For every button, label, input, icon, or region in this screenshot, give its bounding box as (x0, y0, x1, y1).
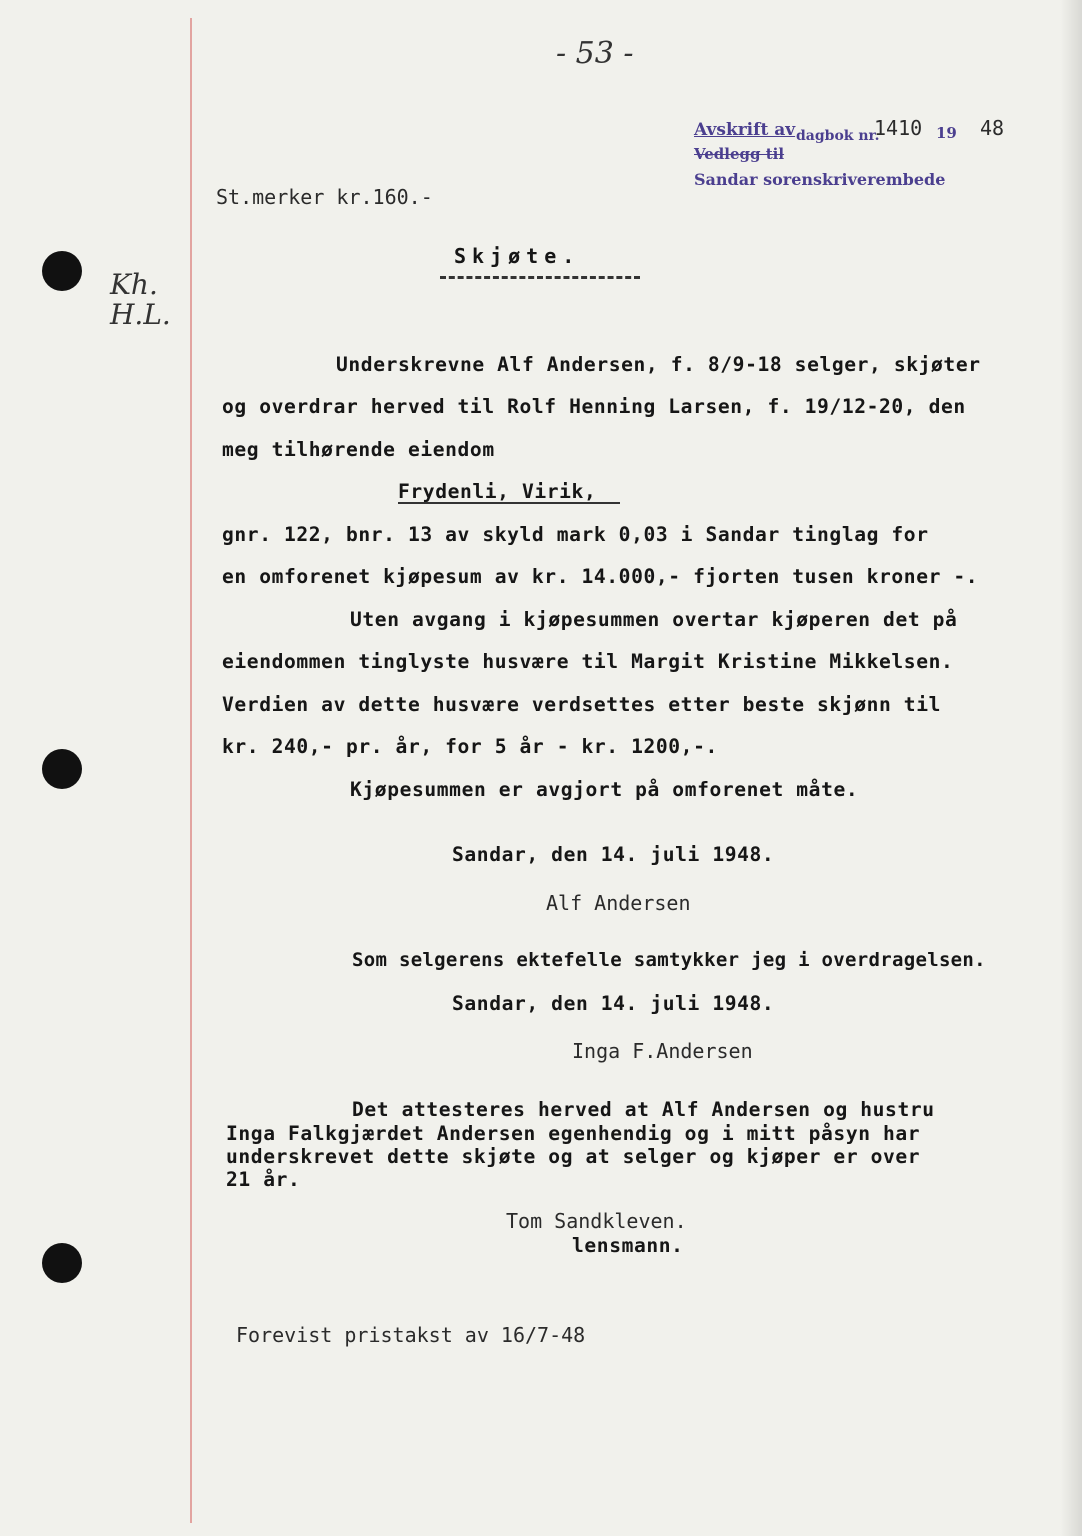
journal-year: 48 (980, 116, 1005, 140)
witness-title: lensmann. (572, 1234, 684, 1257)
attestation-line: Inga Falkgjærdet Andersen egenhendig og i mitt påsyn har (226, 1122, 921, 1145)
witness-name: Tom Sandkleven. (506, 1209, 687, 1233)
handwritten-initials: Kh. H.L. (110, 268, 171, 331)
body-line: kr. 240,- pr. år, for 5 år - kr. 1200,-. (222, 735, 718, 758)
page-number: - 53 - (556, 36, 634, 71)
spouse-consent: Som selgerens ektefelle samtykker jeg i overdragelsen. (352, 949, 986, 971)
body-line: og overdrar herved til Rolf Henning Larsen, f. 19/12-20, den (222, 395, 966, 418)
body-line: Uten avgang i kjøpesummen overtar kjøperen det på (350, 608, 958, 631)
stamp-journal-label: dagbok nr. (796, 128, 880, 144)
body-line: eiendommen tinglyste husvære til Margit Kristine Mikkelsen. (222, 650, 954, 673)
body-line: gnr. 122, bnr. 13 av skyld mark 0,03 i Sandar tinglag for (222, 523, 929, 546)
stamp-copy-label: Avskrift av (694, 120, 796, 140)
property-name: Frydenli, Virik, (398, 480, 597, 503)
punch-hole (42, 749, 82, 789)
footer-note: Forevist pristakst av 16/7-48 (236, 1323, 586, 1347)
stamp-attachment-label: Vedlegg til (694, 145, 785, 163)
body-line: meg tilhørende eiendom (222, 438, 495, 461)
title-underline (440, 276, 640, 279)
body-line: Kjøpesummen er avgjort på omforenet måte. (350, 778, 859, 801)
attestation-line: 21 år. (226, 1168, 301, 1191)
stamp-year-prefix: 19 (936, 124, 957, 142)
body-line: Underskrevne Alf Andersen, f. 8/9-18 selger, skjøter (336, 353, 981, 376)
margin-rule (190, 18, 192, 1523)
signing-date: Sandar, den 14. juli 1948. (452, 843, 775, 866)
journal-number: 1410 (874, 116, 923, 140)
punch-hole (42, 1243, 82, 1283)
consent-date: Sandar, den 14. juli 1948. (452, 992, 775, 1015)
punch-hole (42, 251, 82, 291)
spouse-signature: Inga F.Andersen (572, 1039, 753, 1063)
stamp-duty-note: St.merker kr.160.- (216, 185, 433, 209)
stamp-office-name: Sandar sorenskriverembede (694, 170, 946, 189)
document-title: Skjøte. (454, 244, 581, 268)
seller-signature: Alf Andersen (546, 891, 691, 915)
body-line: Verdien av dette husvære verdsettes etter beste skjønn til (222, 693, 941, 716)
property-name-underline (398, 502, 620, 504)
attestation-line: underskrevet dette skjøte og at selger og kjøper er over (226, 1145, 921, 1168)
attestation-line: Det attesteres herved at Alf Andersen og hustru (352, 1098, 935, 1121)
page-edge-shadow (1060, 0, 1082, 1536)
body-line: en omforenet kjøpesum av kr. 14.000,- fjorten tusen kroner -. (222, 565, 979, 588)
